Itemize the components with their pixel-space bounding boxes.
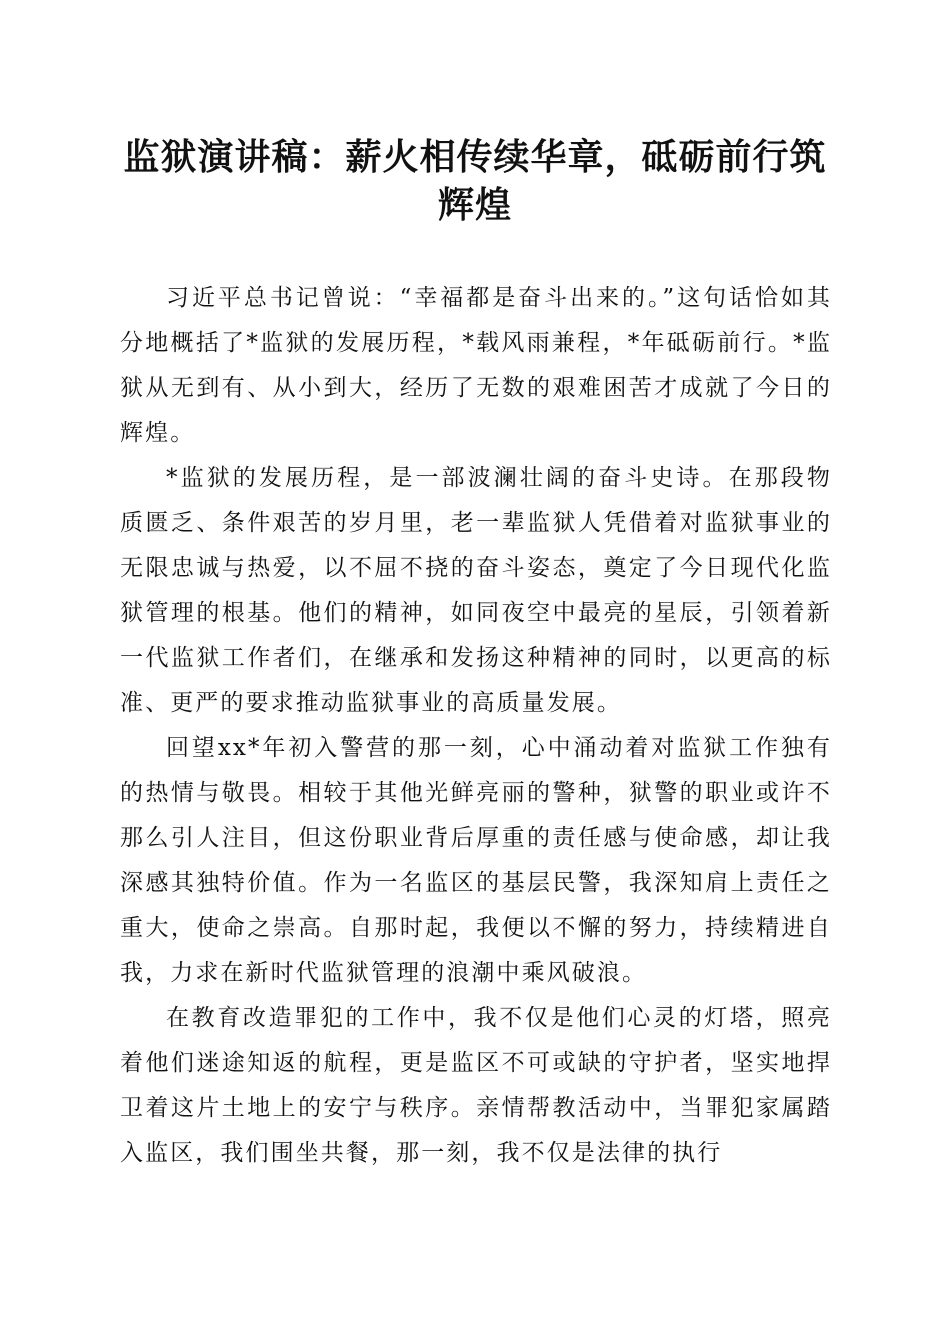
document-body (120, 276, 832, 1176)
paragraph: 在教育改造罪犯的工作中，我不仅是他们心灵的灯塔，照亮着他们迷途知返的航程，更是监区不可或缺的守护者，坚实地捍卫着这片土地上的安宁与秩序。亲情帮教活动中，当罪犯家属踏入监区，我们围坐共餐，那一刻，我不仅是法律的执行 (120, 1005, 832, 1166)
document-title: 监狱演讲稿：薪火相传续华章，砥砺前行筑辉煌 (123, 136, 827, 226)
paragraph: *监狱的发展历程，是一部波澜壮阔的奋斗史诗。在那段物质匮乏、条件艰苦的岁月里，老一辈监狱人凭借着对监狱事业的无限忠诚与热爱，以不屈不挠的奋斗姿态，奠定了今日现代化监狱管理的根基。他们的精神，如同夜空中最亮的星辰，引领着新一代监狱工作者们，在继承和发扬这种精神的同时，以更高的标准、更严的要求推动监狱事业的高质量发展。 (120, 465, 832, 716)
paragraph: 习近平总书记曾说：“幸福都是奋斗出来的。”这句话恰如其分地概括了*监狱的发展历程，*载风雨兼程，*年砥砺前行。*监狱从无到有、从小到大，经历了无数的艰难困苦才成就了今日的辉煌。 (120, 285, 832, 446)
paragraph: 回望xx*年初入警营的那一刻，心中涌动着对监狱工作独有的热情与敬畏。相较于其他光鲜亮丽的警种，狱警的职业或许不那么引人注目，但这份职业背后厚重的责任感与使命感，却让我深感其独特价值。作为一名监区的基层民警，我深知肩上责任之重大，使命之崇高。自那时起，我便以不懈的努力，持续精进自我，力求在新时代监狱管理的浪潮中乘风破浪。 (120, 735, 832, 986)
